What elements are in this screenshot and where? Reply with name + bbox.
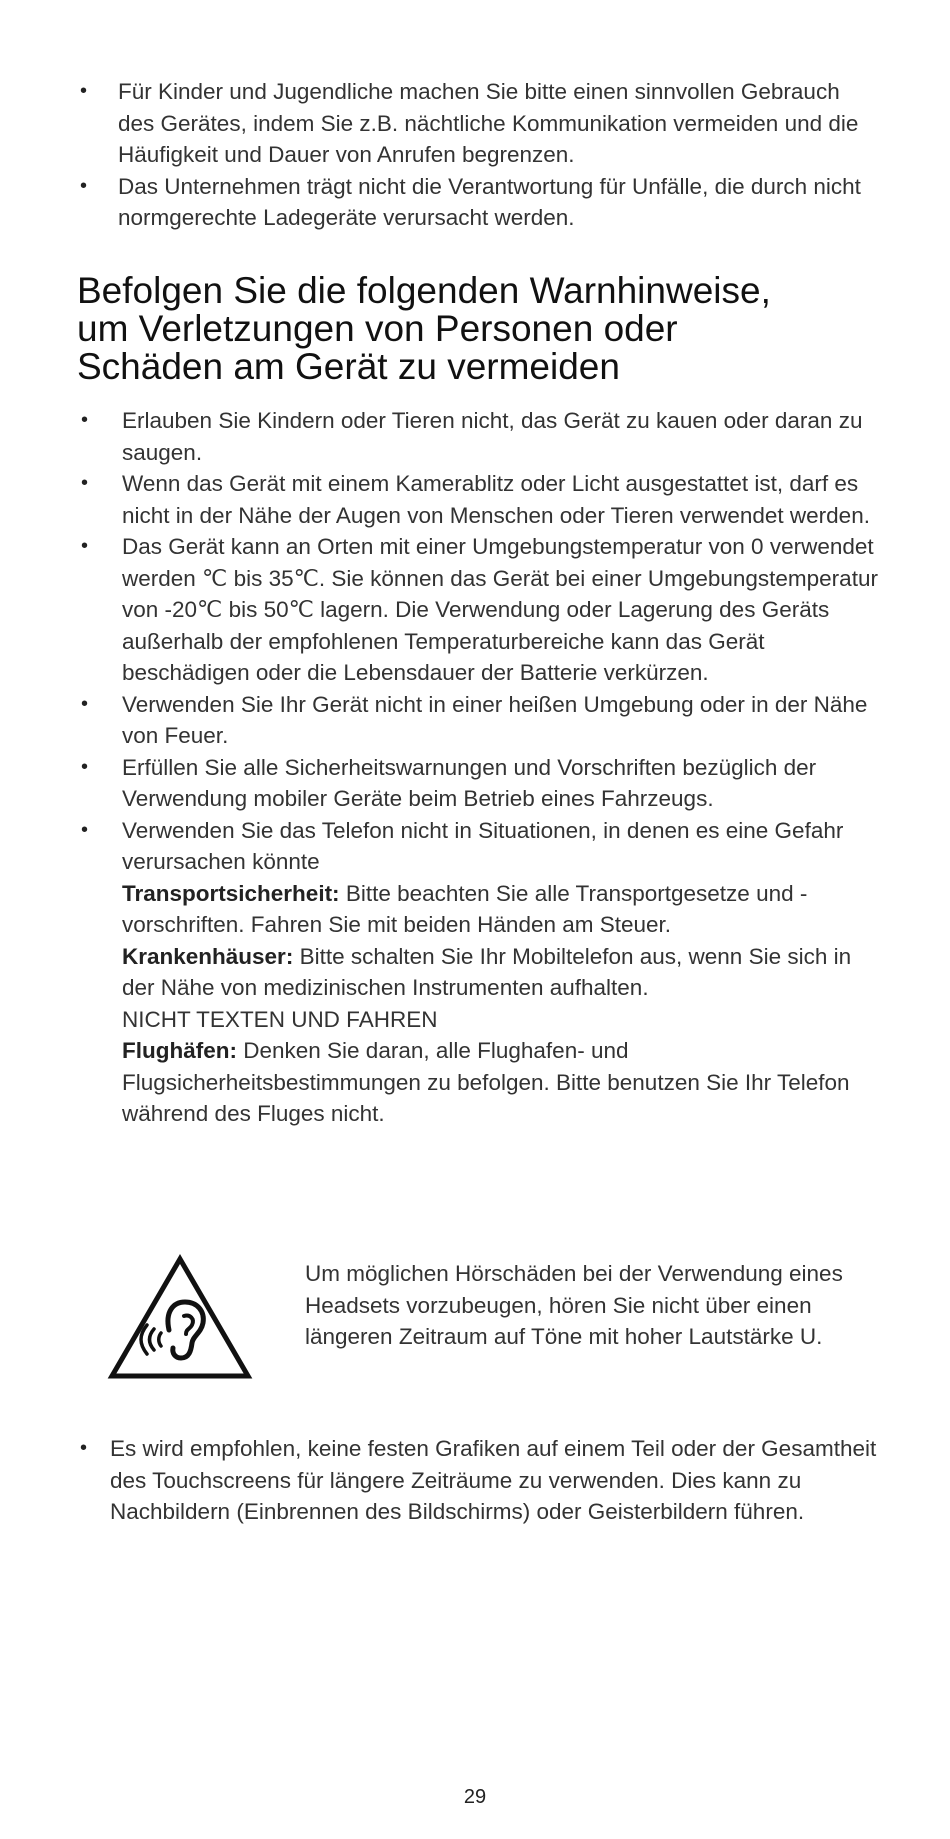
heading-line: Schäden am Gerät zu vermeiden — [77, 346, 620, 387]
list-item: • Es wird empfohlen, keine festen Grafiken auf einem Teil oder der Gesamtheit des Touchscreens für längere Zeiträume zu verwenden. Dies kann zu Nachbildern (Einbrennen des Bildschirms) oder Geisterbildern führen. — [110, 1433, 890, 1528]
section-heading — [77, 272, 897, 386]
airport-text: Denken Sie daran, alle Flughafen- und Flugsicherheitsbestimmungen zu befolgen. Bitte benutzen Sie Ihr Telefon während des Fluges nicht. — [122, 1038, 850, 1126]
list-item: • Wenn das Gerät mit einem Kamerablitz oder Licht ausgestattet ist, darf es nicht in der Nähe der Augen von Menschen oder Tieren verwendet werden. — [122, 468, 882, 531]
list-item: • Für Kinder und Jugendliche machen Sie bitte einen sinnvollen Gebrauch des Gerätes, indem Sie z.B. nächtliche Kommunikation vermeiden und die Häufigkeit und Dauer von Anrufen begrenzen. — [118, 76, 878, 171]
bottom-bullet-list — [110, 1433, 890, 1528]
hospital-note — [122, 941, 882, 1004]
list-item: • Erfüllen Sie alle Sicherheitswarnungen und Vorschriften bezüglich der Verwendung mobiler Geräte beim Betrieb eines Fahrzeugs. — [122, 752, 882, 815]
warning-bullet-list — [122, 405, 882, 1130]
list-item: • Erlauben Sie Kindern oder Tieren nicht, das Gerät zu kauen oder daran zu saugen. — [122, 405, 882, 468]
list-item: • Das Gerät kann an Orten mit einer Umgebungstemperatur von 0 verwendet werden ℃ bis 35℃. Sie können das Gerät bei einer Umgebungstemperatur von -20℃ bis 50℃ lagern. Die Verwendung oder Lagerung des Geräts außerhalb der empfohlenen Temperaturbereiche kann das Gerät beschädigen oder die Lebensdauer der Batterie verkürzen. — [122, 531, 882, 689]
hearing-damage-warning-icon — [107, 1254, 253, 1382]
heading-line: Befolgen Sie die folgenden Warnhinweise, — [77, 270, 771, 311]
hospital-text: Bitte schalten Sie Ihr Mobiltelefon aus, wenn Sie sich in der Nähe von medizinischen Instrumenten aufhalten. — [122, 943, 852, 1000]
page-number: 29 — [463, 1786, 487, 1808]
hearing-warning-text: Um möglichen Hörschäden bei der Verwendung eines Headsets vorzubeugen, hören Sie nicht über einen längeren Zeitraum auf Töne mit hoher Lautstärke U. — [305, 1261, 843, 1349]
list-item: • Das Unternehmen trägt nicht die Verantwortung für Unfälle, die durch nicht normgerechte Ladegeräte verursacht werden. — [118, 171, 878, 234]
no-texting-note: NICHT TEXTEN UND FAHREN — [122, 1006, 438, 1032]
airport-label: Flughäfen: — [122, 1038, 237, 1063]
list-item-situations — [122, 815, 882, 1130]
transport-label: Transportsicherheit: — [122, 880, 340, 906]
transport-text: Bitte beachten Sie alle Transportgesetze und -vorschriften. Fahren Sie mit beiden Händen am Steuer. — [122, 880, 808, 937]
heading-line: um Verletzungen von Personen oder — [77, 308, 678, 349]
airport-note — [122, 1035, 882, 1130]
situations-intro: • Verwenden Sie das Telefon nicht in Situationen, in denen es eine Gefahr verursachen könnte — [122, 817, 844, 874]
top-bullet-list — [118, 76, 878, 234]
transport-safety-note — [122, 878, 882, 941]
list-item: • Verwenden Sie Ihr Gerät nicht in einer heißen Umgebung oder in der Nähe von Feuer. — [122, 689, 882, 752]
hospital-label: Krankenhäuser: — [122, 943, 294, 969]
